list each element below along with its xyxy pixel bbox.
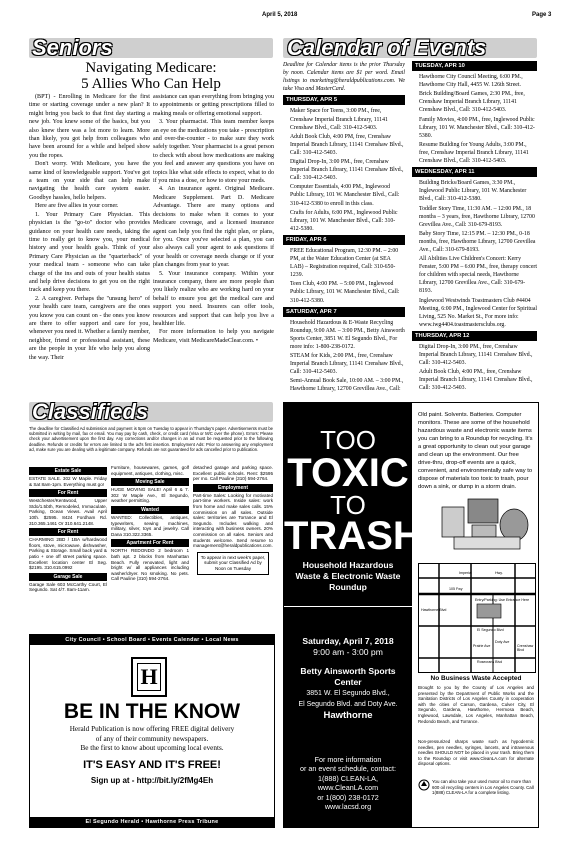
article-paragraph: assistance can span everything from bringing you to appointments or getting prescriptions filled to making meals or offering emotional support. (153, 94, 274, 117)
ad-web-2[interactable]: www.lacsd.org (324, 802, 372, 812)
ad-motor-oil-text: You can also take your used motor oil to more than 600 oil recycling centers in Los Angeles County. Call 1(888) CLEAN-LA for a complete listing. (432, 779, 534, 796)
classified-ad: HUGE MOVING SALE! April 6 & 7. 302 W Maple Ave., El Segundo, weather permitting. (111, 487, 189, 504)
promo-sub-1: Herald Publication is now offering FREE digital delivery (69, 725, 235, 733)
promo-sub-3: Be the first to know about upcoming local events. (80, 744, 224, 753)
ad-address-1: 3851 W. El Segundo Blvd., (306, 690, 390, 697)
ad-contact-info (286, 755, 410, 811)
container-icon (454, 537, 520, 549)
promo-subtext (30, 725, 274, 754)
promo-signup-link[interactable]: Sign up at - http://bit.ly/2fMg4Eh (90, 776, 214, 785)
ad-subtitle (288, 560, 408, 593)
event-item: • Adult Book Club, 4:00 PM., free, Crenshaw Imperial Branch Library, 11141 Crenshaw Blvd., Call: 310-412-5403. (419, 368, 537, 392)
ad-sharps-text: Non-pressurized sharps waste such as hypodermic needles, pen needles, syringes, lancets, and intravenous needles SHOULD NOT be placed in your trash. Bring them to the Roundup or visit www.CleanLA.com for alternate disposal options. (418, 739, 534, 767)
article-paragraph: For more information to help you navigate Medicare, visit MedicareMadeClear.com. • (153, 329, 274, 344)
seniors-section-title: Seniors (32, 35, 113, 60)
article-paragraph: Don't worry. With Medicare, you have the same kind of knowledgeable support. You've got a team on your side that can help make navigating the health care system easier. Goodbye hassles, hello helpers. (29, 161, 150, 201)
ad-divider (284, 606, 412, 607)
herald-logo-letter: H (137, 663, 161, 691)
map-roads (419, 564, 535, 672)
battery-icon (472, 525, 496, 537)
promo-box (29, 634, 275, 828)
herald-logo (131, 657, 167, 697)
event-item: • Household Hazardous & E-Waste Recycling Roundup, 9:00 AM. – 3:00 PM., Betty Ainsworth Sports Center, 3851 W. El Segundo Blvd., For more info: 1-800-238-0172. (290, 319, 405, 351)
classified-ad: WANTED: Collectibles, antiques, typewriters, sewing machines, military, silver, toys and jewelry. Call Dana 310.322.3365. (111, 514, 189, 537)
event-item: • Hawthorne City Council Meeting, 6:00 PM., Hawthorne City Hall, 4455 W. 126th Street. (419, 73, 537, 89)
classified-ad: Westchester/Kentwood, Upper Stdo/1.5bth, Remodeled, Immaculate, Parking, Ocean Views. Avail April 10th. $2595. 8424 Fordham Rd. 310.365.1461 Or 310.641.2148. (29, 498, 107, 526)
ad-subtitle-1: Household Hazardous (302, 560, 394, 570)
ad-sponsor-text: Brought to you by the County of Los Angeles and presented by the Department of Public Works and the Sanitation Districts of Los Angeles County in cooperation with the cities of Carson, Gardena, Culver City, El Segundo, Gardena, Hawthorne, Hermosa Beach, Inglewood, Lawndale, Los Angeles, Manhattan Beach, Redondo Beach, and Torrance. (418, 685, 534, 724)
ad-address-2: El Segundo Blvd. and Doty Ave. (298, 701, 398, 708)
classifieds-notice: The deadline for Classified Ad submission and payment is 5pm on Tuesday to appear in Thursday's paper. Advertisements must be submitted in writing by mail, fax or email. You may pay by cash, check, or credit card (Visa or M/C over the phone). Errors: Please check your advertisement upon the first day. Any corrections and/or changes in an ad must be requested prior to the following deadline. Refunds or credits for errors are limited to the ad's first insertion. Employment Ads: Prior to answering any employment ad, make sure you are dealing with a legitimate company. Refunds are not guaranteed for ads cancelled prior to publication. (29, 426, 273, 452)
hazardous-waste-ad (283, 402, 539, 828)
paint-can-icon (442, 507, 464, 537)
event-item: • Family Movies, 4:00 PM., free, Inglewood Public Library, 101 W. Manchester Blvd., Call: 310-412-5380. (419, 116, 537, 140)
event-item: • Digital Drop-In, 3:00 PM., free, Crenshaw Imperial Branch Library, 11141 Crenshaw Blvd., Call: 310-412-5403. (419, 343, 537, 367)
headline-line-1: Navigating Medicare: (85, 60, 217, 76)
ad-phone-2: or 1(800) 238-0172 (317, 792, 379, 802)
ad-date: Saturday, April 7, 2018 (302, 636, 394, 646)
classified-heading: Garage Sale (29, 573, 107, 581)
ad-title-too: TOO (320, 425, 376, 455)
event-item: • Inglewood Westwinds Toastmasters Club #4404 Meeting, 6:00 PM., Inglewood Center for Spiritual Living, 525 No. Market St., For more info: www.iwg4404.toastmastersclubs.org. (419, 297, 537, 329)
headline-line-2: 5 Allies Who Can Help (81, 76, 221, 92)
calendar-section-title: Calendar of Events (287, 35, 487, 60)
event-item: • Adult Book Club, 4:00 PM, free, Crenshaw Imperial Branch Library, 11141 Crenshaw Blvd., Call: 310-412-5403. (290, 133, 405, 157)
issue-date: April 5, 2018 (262, 12, 298, 18)
ad-info-2: or an event schedule, contact: (300, 764, 396, 774)
classified-heading: Employment (193, 484, 273, 492)
ad-title-to: TO (330, 490, 366, 520)
ad-description: Old paint. Solvents. Batteries. Computer monitors. These are some of the household hazardous waste and electronic waste items you can bring to a Roundup for recycling. It's a great opportunity to clean out your garage and clean up the environment. Our free drive-thru, drop-off events are a quick, convenient, and environmentally safe way to dispose of materials too toxic to trash, pour down a sink, or dump in a storm drain. (418, 412, 533, 490)
recycle-icon (418, 779, 430, 791)
article-paragraph: (BPT) - Enrolling in Medicare for the first time or starting coverage under a new plan? It might bring you back to that first day starting a new job. You knew some of the basics, but you also knew there was a lot more to learn. More than likely, you got help from colleagues who have been around for a while and helped show you the ropes. (29, 94, 150, 159)
day-header: THURSDAY, APR 5 (283, 95, 405, 105)
event-item: • Digital Drop-In, 3:00 PM., free, Crenshaw Imperial Branch Library, 11141 Crenshaw Blvd., Call: 310-412-5403. (290, 158, 405, 182)
map-label: Entry/Parking: Use Entrance Here (475, 598, 530, 602)
classifieds-section-title: Classifieds (32, 399, 149, 424)
page-number: Page 3 (532, 12, 552, 18)
map-label: Imperial (459, 571, 472, 575)
article-paragraph: 3. Your pharmacist. This team member keeps an eye on the medications you take - prescription and over-the-counter - to make sure they work safely together. Your pharmacist is a great person to check with about how medications are making you feel and answer any questions you have on topics like what side effects to expect, what to do if you miss a dose, or how to store your meds. (153, 119, 274, 185)
article-paragraph: Here are five allies in your corner. (35, 203, 119, 210)
map-label: Hwy. (495, 571, 503, 575)
ad-subtitle-3: Roundup (329, 582, 367, 592)
ad-phone-1: 1(888) CLEAN-LA, (318, 773, 378, 783)
ad-web-1[interactable]: www.CleanLA.com (317, 783, 379, 793)
promo-headline: BE IN THE KNOW (63, 700, 241, 723)
waste-items-illustration (434, 489, 534, 559)
classified-ad: Part-time Sales: Looking for motivated part-time workers. Inside sales: work from home and make sales calls. 15% commission on all sales. Outside sales: territories are Torrance and El Segundo. Includes walking and interacting with business owners. 20% commission on all sales. Seniors and students welcome. Send resume to management@heraldpublications.com. (193, 492, 273, 549)
event-item: • FREE Educational Program, 12:30 PM. – 2:00 PM, at the Water Education Center (at SEA LAB) – Registration required, Call: 310-650-1239. (290, 247, 405, 279)
promo-bottom-bar: El Segundo Herald • Hawthorne Press Tribune (30, 817, 274, 827)
promo-top-bar: City Council • School Board • Events Calendar • Local News (30, 635, 274, 645)
ad-left-panel (284, 403, 422, 827)
seniors-headline (29, 60, 273, 92)
ad-title-toxic: TOXIC (287, 451, 409, 495)
classified-ad: NORTH REDONDO 2 bedroom 1 bath apt. 2 blocks from Manhattan Beach. Fully renovated, light and bright w/ all appliances including washer/dryer. No smoking. No pets. Call Pauline (310) 594-2764. (111, 548, 189, 582)
classified-ad: CHARMING 2BD / 1BA w/hardwood floors, stove, microwave, dishwasher, Parking & Storage. Small back yard & patio + one off street parking space. Excellent location center El Seg. $2195. 310.615.0992 (29, 537, 107, 571)
map-label: Crenshaw Blvd (517, 644, 534, 652)
ad-title-trash: TRASH (284, 514, 422, 558)
classified-heading: For Rent (29, 528, 107, 536)
calendar-col-2 (412, 61, 537, 393)
map-label: Hawthorne Blvd (421, 608, 447, 612)
ad-time: 9:00 am - 3:00 pm (313, 647, 383, 657)
event-item: • Toddler Story Time, 11:30 AM. – 12:00 PM., 18 months – 3 years, free, Hawthorne Library, 12700 Grevillea Ave., Call: 310-679-8193. (419, 205, 537, 229)
event-item: • STEAM for Kids, 2:00 PM., free, Crenshaw Imperial Branch Library, 11141 Crenshaw Blvd., Call: 310-412-5403. (290, 352, 405, 376)
day-header: THURSDAY, APR 12 (412, 331, 537, 341)
monitor-icon (468, 499, 498, 523)
event-item: • Resume Building for Young Adults, 3:00 PM., free, Crenshaw Imperial Branch Library, 11141 Crenshaw Blvd., Call: 310-412-5403. (419, 141, 537, 165)
event-item: • Maker Space for Teens, 3:00 PM., free, Crenshaw Imperial Branch Library, 11141 Crenshaw Blvd., Call: 310-412-5403. (290, 107, 405, 131)
event-item: • Baby Story Time, 12:15 PM. – 12:30 PM., 0-18 months, free, Hawthorne Library, 12700 Grevillea Ave., Call: 310-679-8193. (419, 230, 537, 254)
ad-info-1: For more information (314, 755, 382, 764)
classified-ad: Garage Sale 603 McCarthy Court, El Segundo. Sat 4/7. 8am-11am. (29, 581, 107, 593)
day-header: SATURDAY, APR 7 (283, 307, 405, 317)
classified-heading: Apartment For Rent (111, 539, 189, 547)
map-venue-marker (477, 604, 501, 618)
classifieds-col-1 (29, 465, 107, 630)
event-item: • Semi-Annual Book Sale, 10:00 AM. – 3:00 PM., Hawthorne Library, 12700 Grevillea Ave., Call: (290, 377, 405, 393)
classified-ad: ESTATE SALE. 302 W Maple. Friday & Sat 8am-1pm. Everything must go! (29, 476, 107, 487)
ad-venue-2: Center (334, 677, 362, 687)
map-label: Doty Ave (495, 640, 510, 644)
ad-venue-1: Betty Ainsworth Sports (300, 666, 396, 676)
classified-heading: For Rent (29, 489, 107, 497)
map-label: Prairie Ave (473, 644, 491, 648)
day-header: FRIDAY, APR 6 (283, 235, 405, 245)
event-item: • Building Bricks/Board Games, 3:30 PM., Inglewood Public Library, 101 W. Manchester Blvd., Call: 310-412-5380. (419, 179, 537, 203)
classifieds-col-2 (111, 465, 189, 630)
promo-sub-2: of any of their community newspapers. (95, 734, 209, 743)
ad-city: Hawthorne (323, 710, 373, 721)
day-header: TUESDAY, APR 10 (412, 61, 537, 71)
day-header: WEDNESDAY, APR 11 (412, 167, 537, 177)
classifieds-col-3 (193, 465, 273, 630)
ad-subtitle-2: Waste & Electronic Waste (295, 571, 401, 581)
event-item: • All Abilities Live Children's Concert: Kerry Fenster, 5:00 PM – 6:00 PM., free, therapy concert for children with special needs, Hawthorne Library, 12700 Grevillea Ave., Call: 310-679-8193. (419, 255, 537, 295)
seniors-article-col-1 (29, 93, 150, 391)
classified-heading: Wanted (111, 506, 189, 514)
ad-event-info (286, 636, 410, 721)
event-item: • Teen Club, 4:00 PM. – 5:00 PM., Inglewood Public Library, 101 W. Manchester Blvd., Call: 310-412-5380. (290, 280, 405, 304)
event-location-map (418, 563, 536, 673)
calendar-col-1 (283, 61, 405, 393)
map-label: 105 Fwy (449, 587, 463, 591)
article-paragraph: 4. An insurance agent. Original Medicare. Medicare Supplement. Part D. Medicare Advantage. There are many options and decisions to make when it comes to your Medicare coverage, and a licensed insurance agent can help you find the right plan, or plans, for you. Once you've selected a plan, you can also always call your agent to ask questions if your health or coverage needs change or if your plan changes from year to year. (153, 186, 274, 269)
map-label: El Segundo Blvd (477, 628, 504, 632)
event-item: • Computer Essentials, 4:00 PM., Inglewood Public Library, 101 W. Manchester Blvd., Call: 310-412-5380 to enroll in this class. (290, 183, 405, 207)
no-business-waste: No Business Waste Accepted (430, 675, 522, 682)
event-item: • Brick Building/Board Games, 2:30 PM., free, Crenshaw Imperial Branch Library, 11141 Crenshaw Blvd., Call: 310-412-5403. (419, 90, 537, 114)
classified-heading: Estate Sale (29, 467, 107, 475)
article-paragraph: 1. Your Primary Care Physician. This physician is the "go-to" doctor who provides guidance on your health care needs, taking the time to really get to know you, your medical history and your health goals. Think of your Primary Care Physician as the "quarterback" of your medical team - someone who can take charge of the ins and outs of your health status and help drive decisions to get you on the right track and keep you there. (29, 211, 150, 294)
classified-heading: Moving Sale (111, 478, 189, 486)
article-paragraph: 5. Your insurance company. Within your insurance company, there are more people than you likely realize who are working hard on your behalf to ensure you get the medical care and support you need. Insurers can offer tools, resources and support that can help you live a healthier life. (153, 270, 274, 327)
calendar-intro: Deadline for Calendar items is the prior Thursday by noon. Calendar items are $1 per word. Email listings to marketing@heraldpublications.com. We take Visa and MasterCard. (283, 62, 405, 93)
map-label: Rosecrans Blvd (477, 660, 503, 664)
seniors-article-col-2 (153, 93, 274, 391)
submission-note: To appear in next week's paper, submit your Classified Ad by Noon on Tuesday (197, 552, 269, 575)
promo-tagline: IT'S EASY AND IT'S FREE! (83, 759, 221, 771)
classified-ad: detached garage and parking space. Excellent public schools. Rent: $2595 per mo. Call Pauline (310) 594-2764. (193, 465, 273, 482)
solvent-bottle-icon (500, 509, 528, 541)
article-paragraph: 2. A caregiver. Perhaps the "unsung hero" of your health care team, caregivers are the ones you know you can count on - the ones you know are there to offer support and care for you, whenever you need it. Whether a family member, neighbor, friend or professional assistant, these are the people in your life who help you along the way. Their (29, 295, 150, 361)
classified-ad: Furniture, housewares, games, golf equipment, antiques, clothing, misc. (111, 465, 189, 476)
event-item: • Crafts for Adults, 6:00 PM., Inglewood Public Library, 101 W. Manchester Blvd., Call: 310-412-5380. (290, 209, 405, 233)
